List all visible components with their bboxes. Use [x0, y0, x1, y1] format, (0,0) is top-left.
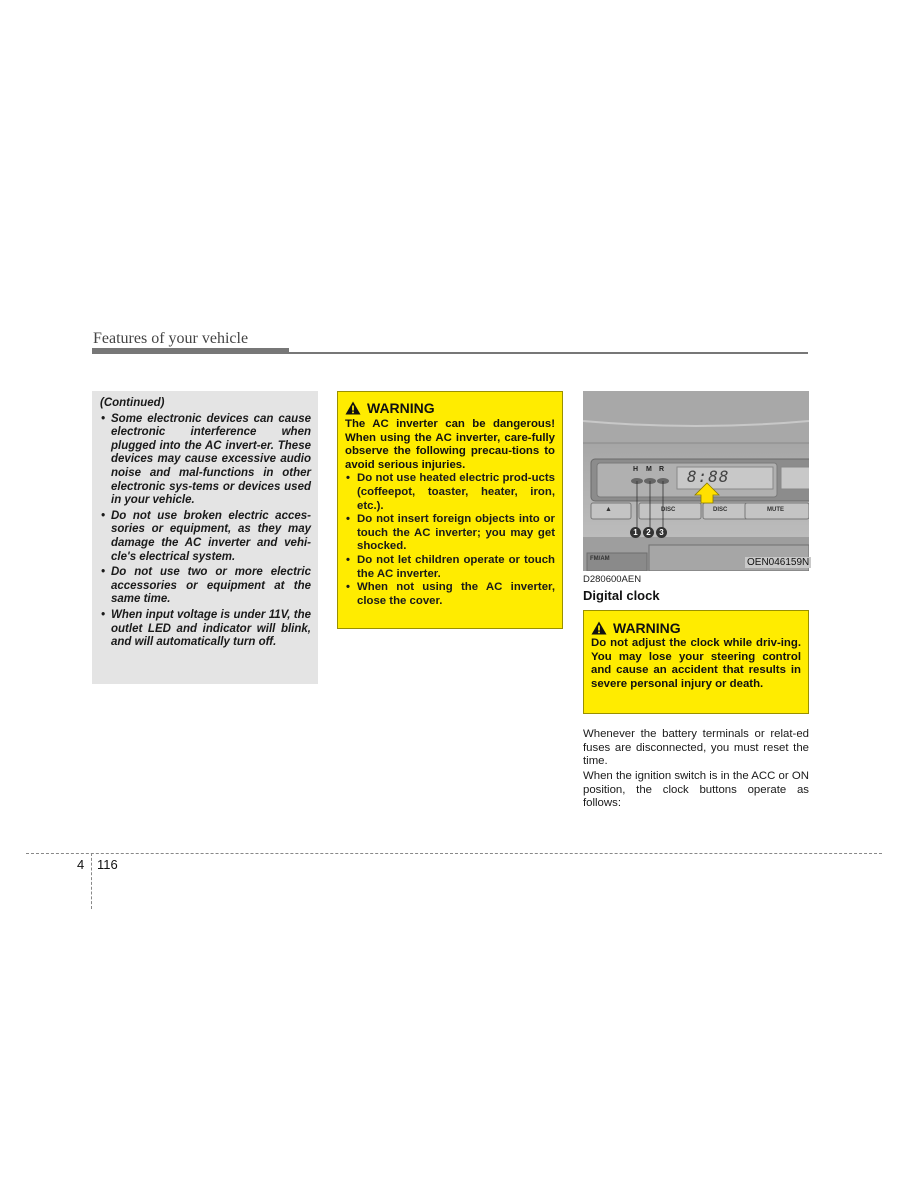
- warning-triangle-icon: [591, 621, 607, 635]
- section-code: D280600AEN: [583, 574, 642, 585]
- callout-1: 1: [630, 527, 641, 538]
- warning-box-clock: [583, 610, 809, 714]
- disc-down-label: DISC: [661, 507, 676, 513]
- footer-rule: [26, 853, 882, 854]
- warning-item: • Do not insert foreign objects into or touch the AC inverter; you may get shocked.: [345, 513, 555, 554]
- footer-divider: [91, 853, 92, 909]
- warning-triangle-icon: [345, 401, 361, 415]
- figure-code: OEN046159N: [747, 557, 810, 568]
- continued-item: • Some electronic devices can cause electronic interference when plugged into the AC invert-er. These devices may cause excessive audio noise and mal-functions in other electronic sys-tems or devices used in your vehicle.: [100, 413, 311, 508]
- minute-button-label: M: [646, 466, 652, 473]
- hour-button-label: H: [633, 466, 639, 473]
- callout-2: 2: [643, 527, 654, 538]
- body-paragraph: Whenever the battery terminals or relat-ed fuses are disconnected, you must reset the time.: [583, 728, 809, 768]
- continued-item: • When input voltage is under 11V, the outlet LED and indicator will blink, and will automatically turn off.: [100, 609, 311, 650]
- continued-item: • Do not use two or more electric accessories or equipment at the same time.: [100, 566, 311, 607]
- warning-list: [345, 472, 555, 608]
- reset-button-label: R: [659, 466, 665, 473]
- chapter-number: 4: [77, 857, 85, 872]
- continued-item: • Do not use broken electric acces-sories or equipment, as they may damage the AC inverter and vehi-cle's electrical system.: [100, 510, 311, 564]
- callout-3: 3: [656, 527, 667, 538]
- warning-body: Do not adjust the clock while driv-ing. You may lose your steering control and cause an accident that results in severe personal injury or death.: [591, 637, 801, 690]
- clock-illustration: [583, 391, 809, 571]
- warning-heading: [345, 400, 555, 416]
- page-number: 116: [97, 857, 118, 872]
- continued-heading: (Continued): [100, 397, 165, 409]
- body-paragraph: When the ignition switch is in the ACC or ON position, the clock buttons operate as follows:: [583, 770, 809, 810]
- fm-am-label: FM/AM: [590, 556, 610, 562]
- warning-item: • Do not let children operate or touch the AC inverter.: [345, 554, 555, 581]
- section-header-title: Features of your vehicle: [93, 330, 249, 347]
- warning-title: WARNING: [613, 620, 681, 636]
- warning-box-inverter: [337, 391, 563, 629]
- warning-title: WARNING: [367, 400, 435, 416]
- disc-up-label: DISC: [713, 507, 728, 513]
- warning-item: • When not using the AC inverter, close the cover.: [345, 581, 555, 608]
- clock-display-digits: 8:88: [687, 467, 730, 486]
- warning-heading: [591, 620, 801, 636]
- warning-item: • Do not use heated electric prod-ucts (coffeepot, toaster, heater, iron, etc.).: [345, 472, 555, 513]
- mute-label: MUTE: [767, 507, 784, 513]
- header-rule-accent: [92, 348, 289, 354]
- continued-note-box: [92, 391, 318, 684]
- warning-intro: The AC inverter can be dangerous! When using the AC inverter, care-fully observe the following precau-tions to avoid serious injuries.: [345, 418, 555, 471]
- eject-icon: ▲: [605, 506, 612, 513]
- section-title: Digital clock: [583, 588, 660, 603]
- continued-list: [100, 413, 311, 650]
